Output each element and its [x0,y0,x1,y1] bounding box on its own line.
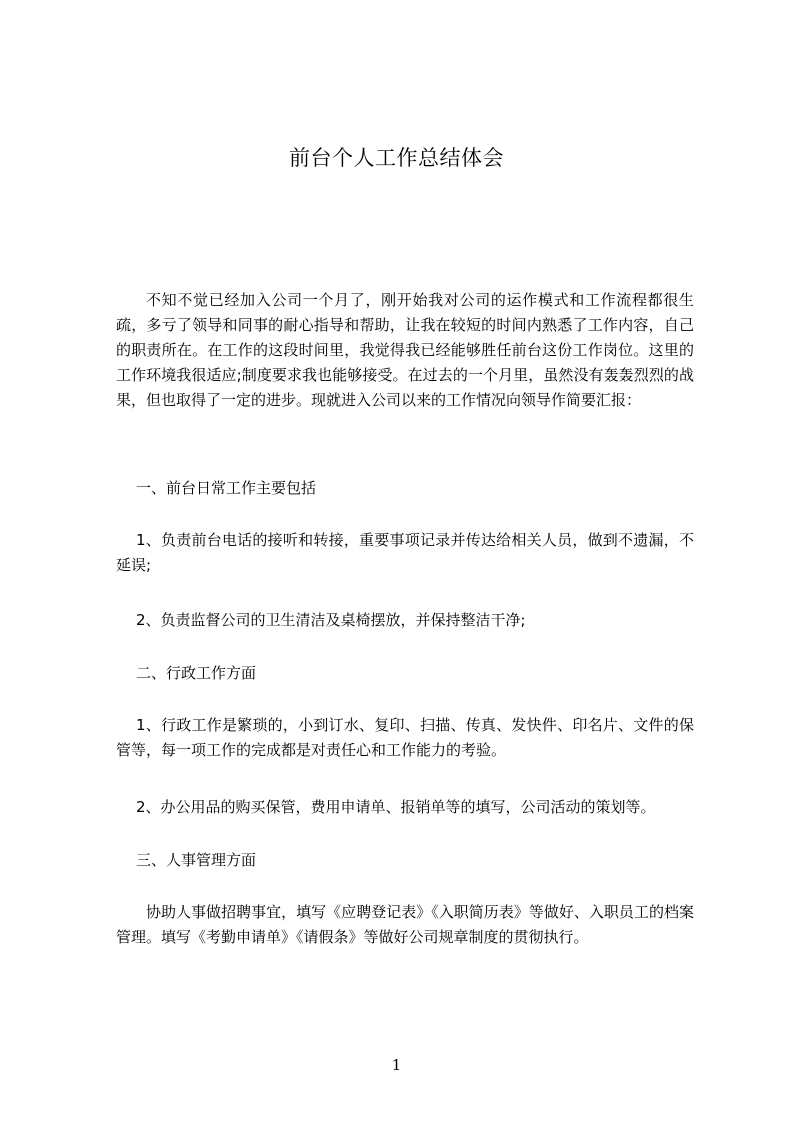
document-title: 前台个人工作总结体会 [289,146,504,170]
daily-work-item-1: 1、负责前台电话的接听和转接，重要事项记录并传达给相关人员，做到不遗漏，不延误; [116,531,694,574]
page-number: 1 [391,1056,402,1074]
admin-work-item-1: 1、行政工作是繁琐的，小到订水、复印、扫描、传真、发快件、印名片、文件的保管等，每一项工作的完成都是对责任心和工作能力的考验。 [116,716,694,759]
section-heading-daily-work: 一、前台日常工作主要包括 [136,479,317,497]
daily-work-item-2: 2、负责监督公司的卫生清洁及桌椅摆放，并保持整洁干净; [136,611,526,629]
section-heading-hr-management: 三、人事管理方面 [136,851,257,869]
admin-work-item-2: 2、办公用品的购买保管，费用申请单、报销单等的填写，公司活动的策划等。 [136,798,656,816]
section-heading-admin-work: 二、行政工作方面 [136,664,257,682]
intro-paragraph: 不知不觉已经加入公司一个月了，刚开始我对公司的运作模式和工作流程都很生疏，多亏了领导和同事的耐心指导和帮助，让我在较短的时间内熟悉了工作内容，自己的职责所在。在工作的这段时间里，我觉得我已经能够胜任前台这份工作岗位。这里的工作环境我很适应;制度要求我也能够接受。在过去的一个月里，虽然没有轰轰烈烈的战果，但也取得了一定的进步。现就进入公司以来的工作情况向领导作简要汇报： [116,291,694,409]
hr-management-paragraph: 协助人事做招聘事宜，填写《应聘登记表》《入职简历表》等做好、入职员工的档案管理。填写《考勤申请单》《请假条》等做好公司规章制度的贯彻执行。 [116,903,694,946]
